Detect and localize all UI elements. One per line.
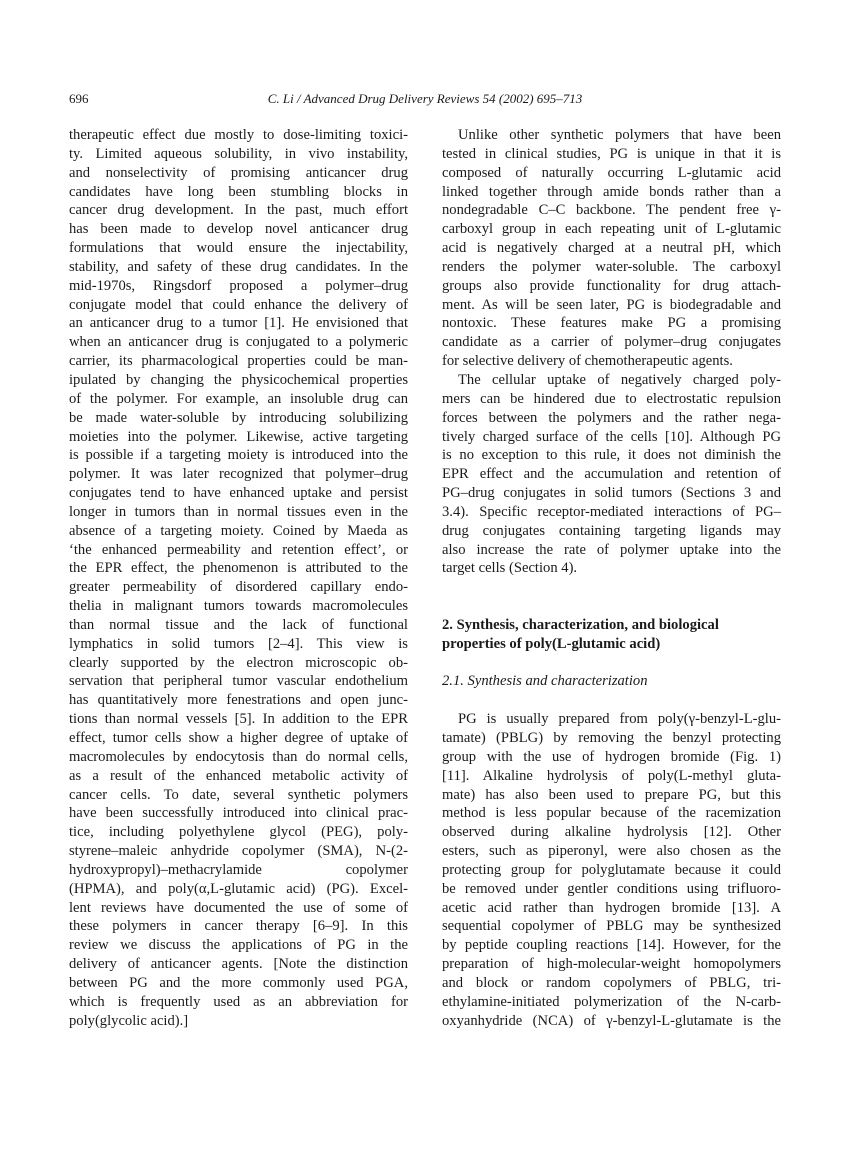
- text-line: when an anticancer drug is conjugated to a polymeric: [69, 334, 408, 351]
- text-line: is no exception to this rule, it does not diminish the: [442, 447, 781, 464]
- text-line: as a result of the enhanced metabolic activity of: [69, 767, 408, 784]
- left-column: [69, 126, 408, 1031]
- text-line: esters, such as piperonyl, were also chosen as the: [442, 843, 781, 860]
- heading-line: properties of poly(L-glutamic acid): [442, 635, 661, 652]
- text-line: has been made to develop novel anticancer drug: [69, 221, 408, 238]
- subsection-heading: [442, 672, 781, 691]
- text-line: absence of a targeting moiety. Coined by Maeda as: [69, 522, 408, 539]
- text-line: group with the use of hydrogen bromide (Fig. 1): [442, 748, 781, 765]
- text-line: ty. Limited aqueous solubility, in vivo instability,: [69, 145, 408, 162]
- text-line: groups also provide functionality for drug attach-: [442, 277, 781, 294]
- text-line: cancer cells. To date, several synthetic polymers: [69, 786, 408, 803]
- text-line: target cells (Section 4).: [442, 560, 578, 577]
- text-line: which is frequently used as an abbreviation for: [69, 993, 408, 1010]
- text-line: protecting group for polyglutamate because it could: [442, 861, 781, 878]
- text-line: oxyanhydride (NCA) of γ-benzyl-L-glutamate is the: [442, 1012, 781, 1029]
- text-line: delivery of anticancer agents. [Note the distinction: [69, 956, 408, 973]
- text-line: longer in tumors than in normal tissues even in the: [69, 503, 408, 520]
- text-line: and block or random copolymers of PBLG, tri-: [442, 974, 781, 991]
- text-line: have been successfully introduced into clinical prac-: [69, 805, 408, 822]
- text-line: method is less popular because of the racemization: [442, 805, 781, 822]
- text-line: ipulated by changing the physicochemical properties: [69, 371, 408, 388]
- text-line: drug conjugates containing targeting ligands may: [442, 522, 781, 539]
- text-line: mid-1970s, Ringsdorf proposed a polymer–drug: [69, 277, 408, 294]
- text-line: styrene–maleic anhydride copolymer (SMA), N-(2-: [69, 843, 408, 860]
- text-line: be made water-soluble by introducing solubilizing: [69, 409, 408, 426]
- spacer: [442, 654, 781, 673]
- heading-line: 2. Synthesis, characterization, and biological: [442, 616, 719, 633]
- text-line: effect, tumor cells show a higher degree of uptake of: [69, 730, 408, 746]
- text-line: an anticancer drug to a tumor [1]. He envisioned that: [69, 315, 408, 332]
- text-line: for selective delivery of chemotherapeutic agents.: [442, 353, 733, 370]
- text-line: tamate) (PBLG) by removing the benzyl protecting: [442, 730, 781, 746]
- text-line: of the polymer. For example, an insoluble drug can: [69, 390, 408, 407]
- text-line: ethylamine-initiated polymerization of the N-carb-: [442, 993, 781, 1010]
- text-line: tice, including polyethylene glycol (PEG), poly-: [69, 824, 408, 841]
- text-line: tions than normal vessels [5]. In addition to the EPR: [69, 711, 408, 728]
- right-column: [442, 126, 781, 1031]
- text-line: The cellular uptake of negatively charged poly-: [458, 371, 781, 388]
- text-line: EPR effect and the accumulation and retention of: [442, 466, 781, 483]
- section-heading: [442, 616, 781, 654]
- text-line: and nonselectivity of promising anticancer drug: [69, 164, 408, 181]
- text-line: poly(glycolic acid).]: [69, 1012, 189, 1029]
- text-line: tively charged surface of the cells [10]. Although PG: [442, 428, 781, 445]
- body-paragraph: [442, 126, 781, 371]
- text-line: carboxyl group in each repeating unit of L-glutamic: [442, 221, 781, 238]
- text-line: linked together through amide bonds rather than a: [442, 183, 781, 200]
- spacer: [442, 597, 781, 616]
- text-line: moieties into the polymer. Likewise, active targeting: [69, 428, 408, 445]
- text-line: lymphatics in solid tumors [2–4]. This view is: [69, 635, 408, 652]
- text-line: renders the polymer water-soluble. The carboxyl: [442, 258, 781, 275]
- text-line: conjugates tend to have enhanced uptake and persist: [69, 485, 408, 502]
- text-line: forces between the polymers and the rather nega-: [442, 409, 781, 426]
- text-line: hydroxypropyl)–methacrylamide copolymer: [69, 861, 408, 878]
- text-line: has quantitatively more fenestrations and open junc-: [69, 692, 408, 709]
- text-line: mate) has also been used to prepare PG, but this: [442, 786, 781, 803]
- text-line: lent reviews have documented the use of some of: [69, 899, 408, 916]
- text-line: tested in clinical studies, PG is unique in that it is: [442, 145, 781, 162]
- text-line: greater permeability of disordered capillary endo-: [69, 579, 408, 596]
- text-line: between PG and the more commonly used PGA,: [69, 974, 408, 991]
- text-line: candidate as a carrier of polymer–drug conjugates: [442, 334, 781, 351]
- text-line: cancer drug development. In the past, much effort: [69, 202, 408, 219]
- text-line: preparation of high-molecular-weight homopolymers: [442, 956, 781, 973]
- body-paragraph: [442, 710, 781, 1030]
- text-line: clearly supported by the electron microscopic ob-: [69, 654, 408, 671]
- page-number: 696: [69, 91, 89, 106]
- text-line: is possible if a targeting moiety is introduced into the: [69, 447, 408, 464]
- text-line: candidates have long been stumbling blocks in: [69, 183, 408, 200]
- text-line: also increase the rate of polymer uptake into the: [442, 541, 781, 558]
- text-line: acid is negatively charged at a neutral pH, which: [442, 240, 781, 257]
- text-line: ‘the enhanced permeability and retention effect’, or: [69, 541, 408, 558]
- text-line: formulations that would ensure the injectability,: [69, 240, 408, 257]
- text-line: observed during alkaline hydrolysis [12]. Other: [442, 824, 781, 841]
- text-line: therapeutic effect due mostly to dose-limiting toxici-: [69, 127, 408, 143]
- text-line: [11]. Alkaline hydrolysis of poly(L-methyl gluta-: [442, 767, 781, 784]
- text-line: servation that peripheral tumor vascular endothelium: [69, 673, 408, 690]
- text-line: PG–drug conjugates in solid tumors (Sections 3 and: [442, 485, 781, 502]
- text-line: be removed under gentler conditions using trifluoro-: [442, 880, 781, 897]
- text-line: acetic acid rather than hydrogen bromide [13]. A: [442, 899, 781, 916]
- heading-line: 2.1. Synthesis and characterization: [442, 673, 648, 690]
- body-paragraph: [442, 371, 781, 578]
- text-line: mers can be hindered due to electrostatic repulsion: [442, 390, 781, 407]
- text-line: composed of naturally occurring L-glutamic acid: [442, 164, 781, 181]
- body-paragraph: [69, 126, 408, 1031]
- text-line: than normal tissue and the lack of functional: [69, 616, 408, 633]
- text-line: stability, and safety of these drug candidates. In the: [69, 258, 408, 275]
- spacer: [442, 691, 781, 710]
- text-line: 3.4). Specific receptor-mediated interactions of PG–: [442, 503, 781, 520]
- text-line: Unlike other synthetic polymers that have been: [458, 127, 781, 143]
- text-line: the EPR effect, the phenomenon is attributed to the: [69, 560, 408, 577]
- text-line: nontoxic. These features make PG a promising: [442, 315, 781, 332]
- text-line: review we discuss the applications of PG in the: [69, 937, 408, 954]
- text-line: these polymers in cancer therapy [6–9]. In this: [69, 918, 408, 935]
- text-line: ment. As will be seen later, PG is biodegradable and: [442, 296, 781, 313]
- text-line: by peptide coupling reactions [14]. However, for the: [442, 937, 781, 954]
- running-title: C. Li / Advanced Drug Delivery Reviews 54 (2002) 695–713: [267, 91, 583, 106]
- spacer: [442, 578, 781, 597]
- text-line: thelia in malignant tumors towards macromolecules: [69, 598, 408, 615]
- page-header: [69, 91, 781, 109]
- text-line: (HPMA), and poly(α,L-glutamic acid) (PG). Excel-: [69, 880, 408, 897]
- text-line: PG is usually prepared from poly(γ-benzyl-L-glu-: [458, 711, 781, 728]
- text-line: sequential copolymer of PBLG may be synthesized: [442, 918, 781, 935]
- text-line: polymer. It was later recognized that polymer–drug: [69, 466, 408, 483]
- text-line: macromolecules by endocytosis than do normal cells,: [69, 748, 408, 765]
- text-line: nondegradable C–C backbone. The pendent free γ-: [442, 202, 781, 219]
- text-line: conjugate model that could enhance the delivery of: [69, 296, 408, 313]
- text-line: carrier, its pharmacological properties could be man-: [69, 353, 408, 370]
